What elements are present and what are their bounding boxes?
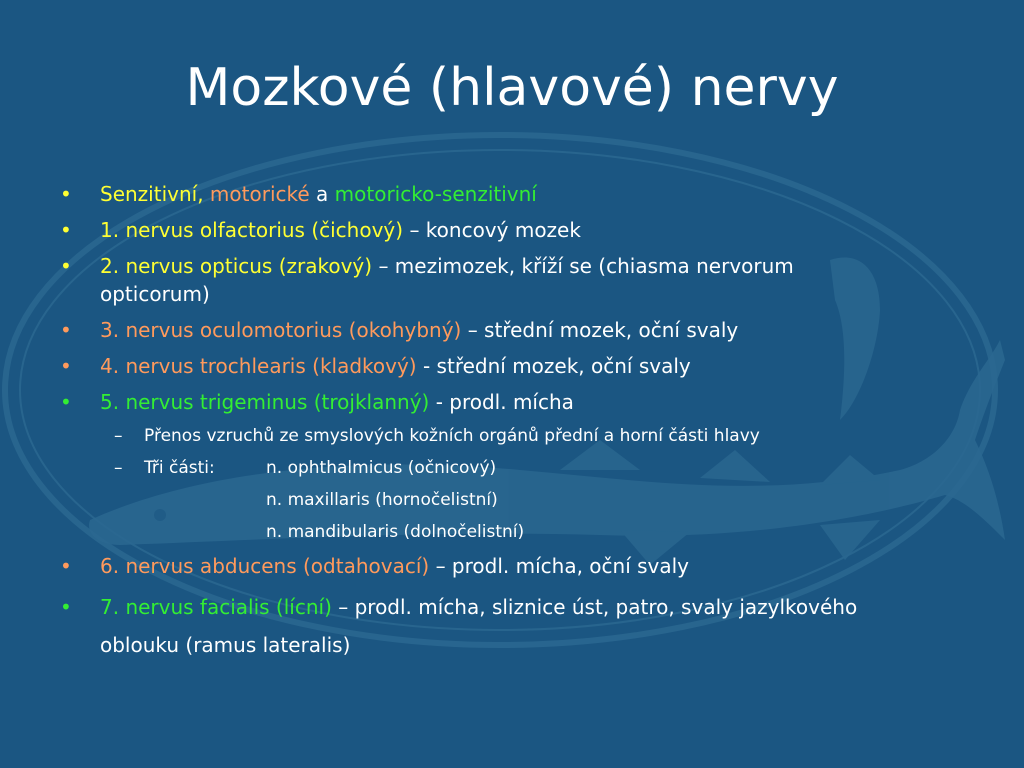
bullet-icon: • (60, 182, 72, 206)
bullet-icon: • (60, 254, 72, 278)
list-item-nerve-2 (58, 252, 978, 308)
nerve-description: - prodl. mícha (435, 390, 574, 414)
nerve-name: 5. nervus trigeminus (trojklanný) (100, 390, 430, 414)
nerve-description: – střední mozek, oční svaly (467, 318, 739, 342)
bullet-list (58, 180, 978, 672)
subitem-transmission (58, 424, 978, 448)
item-part-and: a (316, 182, 329, 206)
nerve-description: – mezimozek, kříží se (chiasma nervorum (378, 254, 794, 278)
dash-icon: – (114, 458, 123, 478)
bullet-icon: • (60, 218, 72, 242)
bullet-icon: • (60, 318, 72, 342)
branch-ophthalmicus: n. ophthalmicus (očnicový) (266, 458, 497, 478)
list-item-nerve-7 (58, 588, 978, 664)
list-item-nerve-6 (58, 552, 978, 580)
dash-icon: – (114, 426, 123, 446)
item-part-sensory: Senzitivní, (100, 182, 204, 206)
bullet-icon: • (60, 390, 72, 414)
list-item-nerve-1 (58, 216, 978, 244)
list-item-nerve-4 (58, 352, 978, 380)
list-item-nerve-3 (58, 316, 978, 344)
subitem-text: Přenos vzruchů ze smyslových kožních orgánů přední a horní části hlavy (144, 426, 760, 446)
item-part-mixed: motoricko-senzitivní (334, 182, 537, 206)
nerve-name: 7. nervus facialis (lícní) (100, 595, 332, 619)
subitem-label: Tři části: (144, 458, 215, 478)
bullet-icon: • (60, 554, 72, 578)
nerve-name: 4. nervus trochlearis (kladkový) (100, 354, 417, 378)
nerve-name: 2. nervus opticus (zrakový) (100, 254, 373, 278)
item-part-motor: motorické (209, 182, 310, 206)
branch-line-3 (58, 520, 978, 544)
list-item-nerve-5 (58, 388, 978, 416)
slide-title: Mozkové (hlavové) nervy (185, 58, 839, 118)
bullet-icon: • (60, 354, 72, 378)
nerve-description: - střední mozek, oční svaly (422, 354, 691, 378)
nerve-description: – prodl. mícha, sliznice úst, patro, svaly jazylkového (338, 595, 858, 619)
nerve-description: – prodl. mícha, oční svaly (435, 554, 690, 578)
nerve-name: 3. nervus oculomotorius (okohybný) (100, 318, 462, 342)
nerve-name: 6. nervus abducens (odtahovací) (100, 554, 430, 578)
branch-line-2 (58, 488, 978, 512)
nerve-name: 1. nervus olfactorius (čichový) (100, 218, 404, 242)
branch-mandibularis: n. mandibularis (dolnočelistní) (266, 522, 525, 542)
nerve-description-cont: oblouku (ramus lateralis) (100, 633, 351, 657)
bullet-icon: • (60, 595, 72, 619)
branch-maxillaris: n. maxillaris (hornočelistní) (266, 490, 498, 510)
subitem-three-parts (58, 456, 978, 480)
nerve-description: – koncový mozek (409, 218, 581, 242)
list-item-types (58, 180, 978, 208)
nerve-description-cont: opticorum) (100, 282, 210, 306)
